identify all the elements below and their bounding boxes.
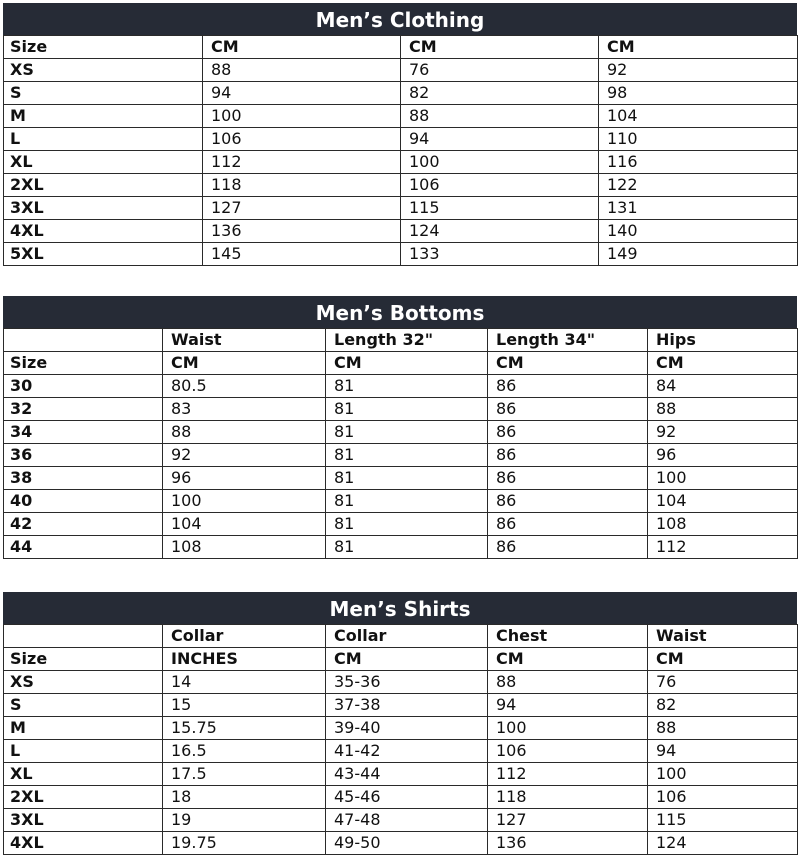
value-cell: 81 — [326, 444, 488, 467]
value-cell: 100 — [488, 717, 648, 740]
header-cell: Size — [4, 352, 163, 375]
table-row — [4, 832, 798, 855]
bottoms-title: Men’s Bottoms — [3, 296, 797, 328]
value-cell: 112 — [488, 763, 648, 786]
value-cell: 81 — [326, 513, 488, 536]
size-cell: L — [4, 740, 163, 763]
value-cell: 45-46 — [326, 786, 488, 809]
value-cell: 133 — [401, 243, 599, 266]
header-cell: Hips — [648, 329, 798, 352]
header-cell: CM — [326, 648, 488, 671]
table-row — [4, 490, 798, 513]
header-cell: CM — [326, 352, 488, 375]
value-cell: 136 — [488, 832, 648, 855]
bottoms-table — [3, 328, 798, 559]
value-cell: 81 — [326, 375, 488, 398]
value-cell: 84 — [648, 375, 798, 398]
header-cell: CM — [648, 648, 798, 671]
table-row — [4, 243, 798, 266]
value-cell: 15.75 — [163, 717, 326, 740]
value-cell: 43-44 — [326, 763, 488, 786]
value-cell: 106 — [203, 128, 401, 151]
header-cell: Length 34" — [488, 329, 648, 352]
value-cell: 104 — [648, 490, 798, 513]
value-cell: 86 — [488, 536, 648, 559]
value-cell: 83 — [163, 398, 326, 421]
table-row — [4, 467, 798, 490]
header-cell: CM — [488, 648, 648, 671]
value-cell: 106 — [488, 740, 648, 763]
value-cell: 131 — [599, 197, 798, 220]
size-cell: 30 — [4, 375, 163, 398]
size-cell: M — [4, 717, 163, 740]
value-cell: 104 — [163, 513, 326, 536]
value-cell: 108 — [163, 536, 326, 559]
table-row — [4, 444, 798, 467]
value-cell: 82 — [648, 694, 798, 717]
size-cell: 2XL — [4, 786, 163, 809]
value-cell: 19 — [163, 809, 326, 832]
value-cell: 80.5 — [163, 375, 326, 398]
value-cell: 124 — [648, 832, 798, 855]
table-row — [4, 82, 798, 105]
header-cell: INCHES — [163, 648, 326, 671]
value-cell: 118 — [203, 174, 401, 197]
table-row — [4, 694, 798, 717]
value-cell: 145 — [203, 243, 401, 266]
table-row — [4, 375, 798, 398]
value-cell: 124 — [401, 220, 599, 243]
value-cell: 88 — [648, 398, 798, 421]
value-cell: 118 — [488, 786, 648, 809]
header-cell: CM — [648, 352, 798, 375]
size-cell: 5XL — [4, 243, 203, 266]
value-cell: 82 — [401, 82, 599, 105]
clothing-size-chart — [3, 3, 797, 266]
shirts-header-row-1 — [4, 625, 798, 648]
value-cell: 16.5 — [163, 740, 326, 763]
value-cell: 108 — [648, 513, 798, 536]
value-cell: 94 — [648, 740, 798, 763]
size-cell: 40 — [4, 490, 163, 513]
value-cell: 100 — [648, 763, 798, 786]
value-cell: 86 — [488, 490, 648, 513]
value-cell: 86 — [488, 375, 648, 398]
value-cell: 98 — [599, 82, 798, 105]
table-row — [4, 513, 798, 536]
value-cell: 94 — [488, 694, 648, 717]
table-row — [4, 421, 798, 444]
table-row — [4, 740, 798, 763]
value-cell: 100 — [203, 105, 401, 128]
table-row — [4, 128, 798, 151]
value-cell: 39-40 — [326, 717, 488, 740]
value-cell: 88 — [648, 717, 798, 740]
value-cell: 104 — [599, 105, 798, 128]
header-cell — [4, 329, 163, 352]
header-cell: Size — [4, 36, 203, 59]
value-cell: 35-36 — [326, 671, 488, 694]
header-cell: CM — [163, 352, 326, 375]
size-cell: S — [4, 82, 203, 105]
value-cell: 92 — [648, 421, 798, 444]
size-cell: 3XL — [4, 197, 203, 220]
value-cell: 92 — [599, 59, 798, 82]
value-cell: 81 — [326, 421, 488, 444]
value-cell: 110 — [599, 128, 798, 151]
value-cell: 17.5 — [163, 763, 326, 786]
table-row — [4, 671, 798, 694]
table-row — [4, 536, 798, 559]
value-cell: 94 — [401, 128, 599, 151]
value-cell: 122 — [599, 174, 798, 197]
size-cell: XL — [4, 763, 163, 786]
size-cell: M — [4, 105, 203, 128]
size-cell: 2XL — [4, 174, 203, 197]
value-cell: 76 — [648, 671, 798, 694]
size-cell: 4XL — [4, 220, 203, 243]
value-cell: 81 — [326, 398, 488, 421]
value-cell: 88 — [163, 421, 326, 444]
bottoms-header-row-2 — [4, 352, 798, 375]
value-cell: 149 — [599, 243, 798, 266]
value-cell: 88 — [488, 671, 648, 694]
header-cell: CM — [203, 36, 401, 59]
value-cell: 37-38 — [326, 694, 488, 717]
value-cell: 106 — [648, 786, 798, 809]
size-cell: 34 — [4, 421, 163, 444]
value-cell: 14 — [163, 671, 326, 694]
header-cell: Length 32" — [326, 329, 488, 352]
value-cell: 140 — [599, 220, 798, 243]
header-cell: Waist — [648, 625, 798, 648]
size-cell: 4XL — [4, 832, 163, 855]
size-cell: 38 — [4, 467, 163, 490]
value-cell: 127 — [488, 809, 648, 832]
table-row — [4, 763, 798, 786]
size-cell: XS — [4, 59, 203, 82]
value-cell: 86 — [488, 467, 648, 490]
table-row — [4, 197, 798, 220]
value-cell: 15 — [163, 694, 326, 717]
value-cell: 96 — [648, 444, 798, 467]
clothing-header-row — [4, 36, 798, 59]
value-cell: 86 — [488, 421, 648, 444]
value-cell: 86 — [488, 513, 648, 536]
value-cell: 88 — [401, 105, 599, 128]
clothing-table — [3, 35, 798, 266]
value-cell: 41-42 — [326, 740, 488, 763]
value-cell: 115 — [401, 197, 599, 220]
value-cell: 115 — [648, 809, 798, 832]
size-cell: XL — [4, 151, 203, 174]
table-row — [4, 59, 798, 82]
table-row — [4, 398, 798, 421]
size-cell: L — [4, 128, 203, 151]
size-cell: S — [4, 694, 163, 717]
value-cell: 18 — [163, 786, 326, 809]
bottoms-header-row-1 — [4, 329, 798, 352]
bottoms-size-chart — [3, 296, 797, 559]
size-cell: 44 — [4, 536, 163, 559]
shirts-size-chart — [3, 592, 797, 855]
value-cell: 112 — [648, 536, 798, 559]
shirts-header-row-2 — [4, 648, 798, 671]
value-cell: 116 — [599, 151, 798, 174]
value-cell: 100 — [648, 467, 798, 490]
value-cell: 100 — [163, 490, 326, 513]
value-cell: 112 — [203, 151, 401, 174]
table-row — [4, 174, 798, 197]
table-row — [4, 809, 798, 832]
size-cell: 32 — [4, 398, 163, 421]
shirts-title: Men’s Shirts — [3, 592, 797, 624]
value-cell: 127 — [203, 197, 401, 220]
table-row — [4, 105, 798, 128]
header-cell: CM — [401, 36, 599, 59]
value-cell: 94 — [203, 82, 401, 105]
value-cell: 76 — [401, 59, 599, 82]
value-cell: 100 — [401, 151, 599, 174]
value-cell: 81 — [326, 536, 488, 559]
value-cell: 106 — [401, 174, 599, 197]
header-cell — [4, 625, 163, 648]
value-cell: 92 — [163, 444, 326, 467]
clothing-title: Men’s Clothing — [3, 3, 797, 35]
value-cell: 47-48 — [326, 809, 488, 832]
value-cell: 96 — [163, 467, 326, 490]
size-cell: 42 — [4, 513, 163, 536]
header-cell: CM — [599, 36, 798, 59]
value-cell: 49-50 — [326, 832, 488, 855]
value-cell: 81 — [326, 467, 488, 490]
table-row — [4, 717, 798, 740]
value-cell: 88 — [203, 59, 401, 82]
header-cell: Collar — [326, 625, 488, 648]
value-cell: 86 — [488, 444, 648, 467]
size-cell: 36 — [4, 444, 163, 467]
value-cell: 86 — [488, 398, 648, 421]
table-row — [4, 786, 798, 809]
size-cell: XS — [4, 671, 163, 694]
value-cell: 19.75 — [163, 832, 326, 855]
size-cell: 3XL — [4, 809, 163, 832]
header-cell: Chest — [488, 625, 648, 648]
header-cell: CM — [488, 352, 648, 375]
header-cell: Waist — [163, 329, 326, 352]
table-row — [4, 151, 798, 174]
value-cell: 136 — [203, 220, 401, 243]
value-cell: 81 — [326, 490, 488, 513]
header-cell: Size — [4, 648, 163, 671]
shirts-table — [3, 624, 798, 855]
table-row — [4, 220, 798, 243]
header-cell: Collar — [163, 625, 326, 648]
